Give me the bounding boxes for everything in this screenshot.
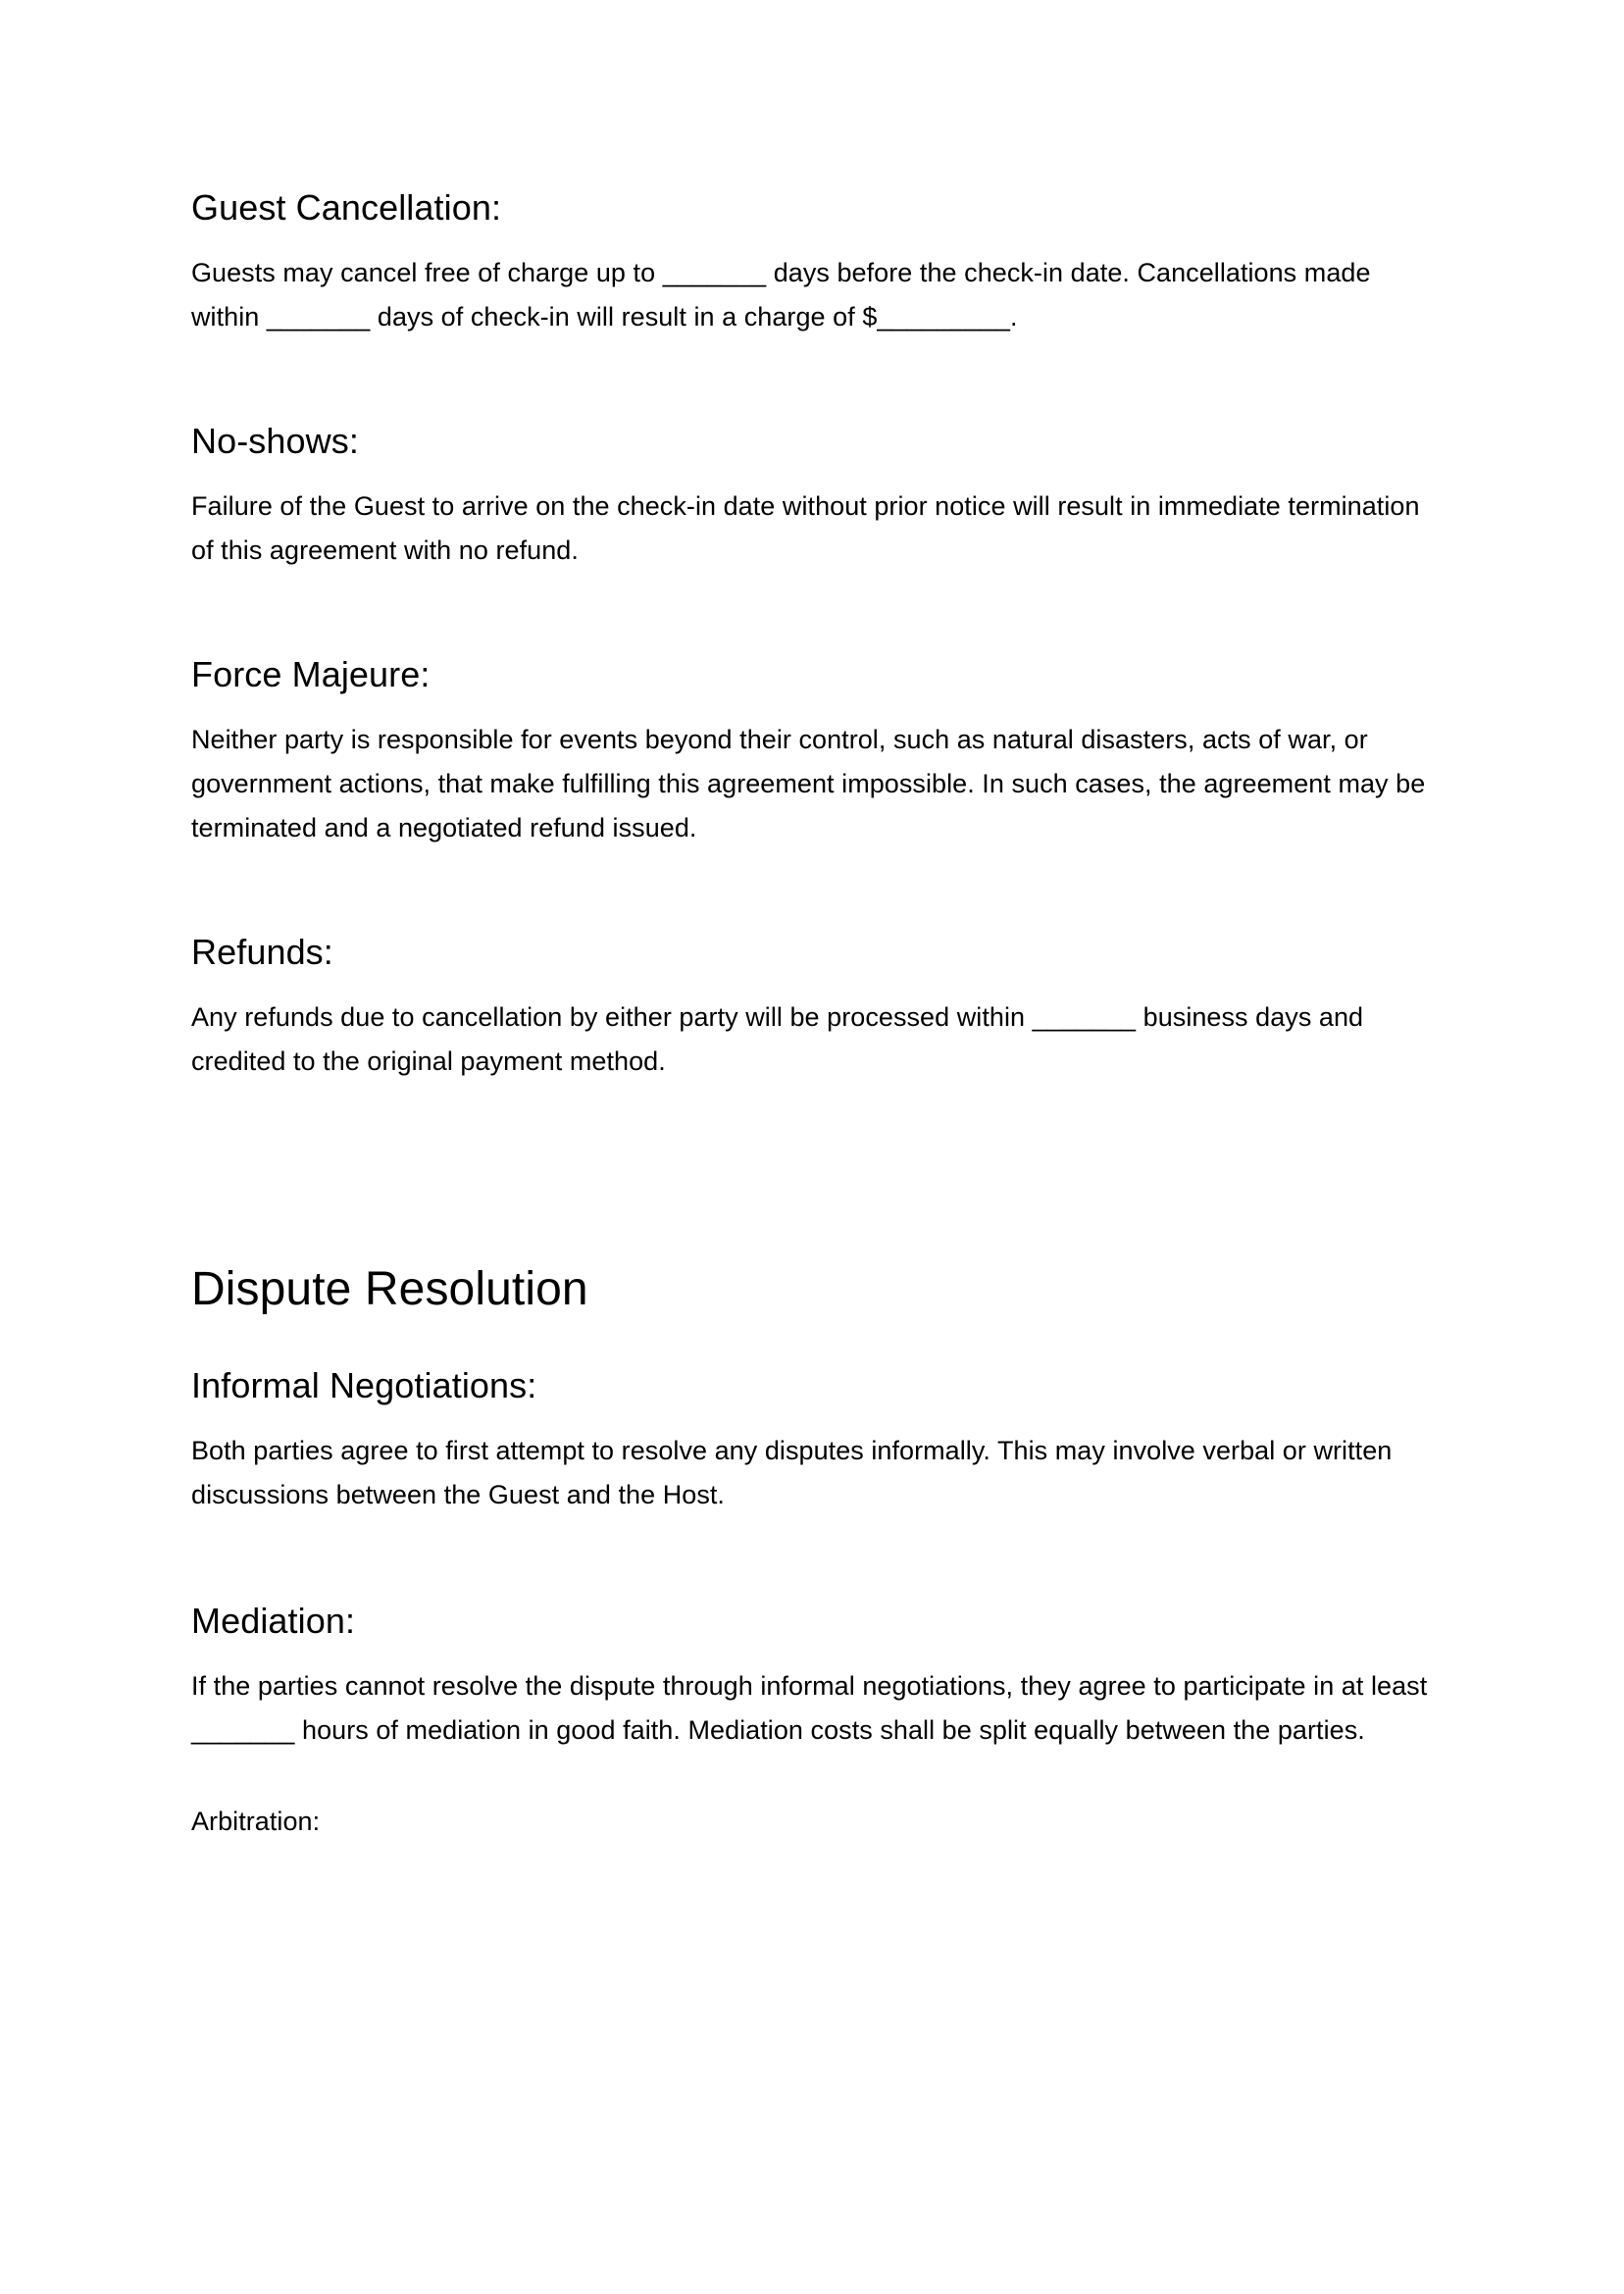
label-arbitration: Arbitration: xyxy=(191,1807,321,1836)
spacer xyxy=(191,974,1429,995)
document-body xyxy=(191,0,1435,1844)
spacer-before-dispute-resolution xyxy=(191,1084,1429,1262)
paragraph-mediation: If the parties cannot resolve the dispute through informal negotiations, they agree to participate in at least _______ hours of mediation in good faith. Mediation costs shall be split equally between the parties. xyxy=(191,1671,1435,1745)
spacer xyxy=(191,339,1429,420)
paragraph-refunds: Any refunds due to cancellation by either party will be processed within _______ business days and credited to the original payment method. xyxy=(191,1002,1371,1076)
top-margin-spacer xyxy=(191,0,1429,186)
heading-guest-cancellation: Guest Cancellation: xyxy=(191,187,502,228)
spacer xyxy=(191,1643,1429,1664)
paragraph-force-majeure: Neither party is responsible for events beyond their control, such as natural disasters, acts of war, or government actions, that make fulfilling this agreement impossible. In such cases, the agreement may be terminated and a negotiated refund issued. xyxy=(191,725,1433,842)
spacer xyxy=(191,1517,1429,1600)
spacer xyxy=(191,229,1429,251)
spacer xyxy=(191,463,1429,484)
heading-no-shows: No-shows: xyxy=(191,421,359,461)
heading-refunds: Refunds: xyxy=(191,932,333,972)
spacer xyxy=(191,696,1429,718)
heading-informal-negotiations: Informal Negotiations: xyxy=(191,1365,537,1405)
spacer xyxy=(191,850,1429,931)
spacer xyxy=(191,1317,1429,1364)
paragraph-no-shows: Failure of the Guest to arrive on the check-in date without prior notice will result in immediate termination of this agreement with no refund. xyxy=(191,491,1428,565)
heading-mediation: Mediation: xyxy=(191,1601,356,1641)
heading-force-majeure: Force Majeure: xyxy=(191,654,431,694)
spacer xyxy=(191,1407,1429,1429)
heading-dispute-resolution: Dispute Resolution xyxy=(191,1263,588,1315)
spacer xyxy=(191,573,1429,653)
spacer xyxy=(191,1753,1429,1800)
paragraph-informal-negotiations: Both parties agree to first attempt to resolve any disputes informally. This may involve verbal or written discussions between the Guest and the Host. xyxy=(191,1436,1399,1509)
paragraph-guest-cancellation: Guests may cancel free of charge up to _______ days before the check-in date. Cancellations made within _______ days of check-in will result in a charge of $_________. xyxy=(191,258,1379,331)
